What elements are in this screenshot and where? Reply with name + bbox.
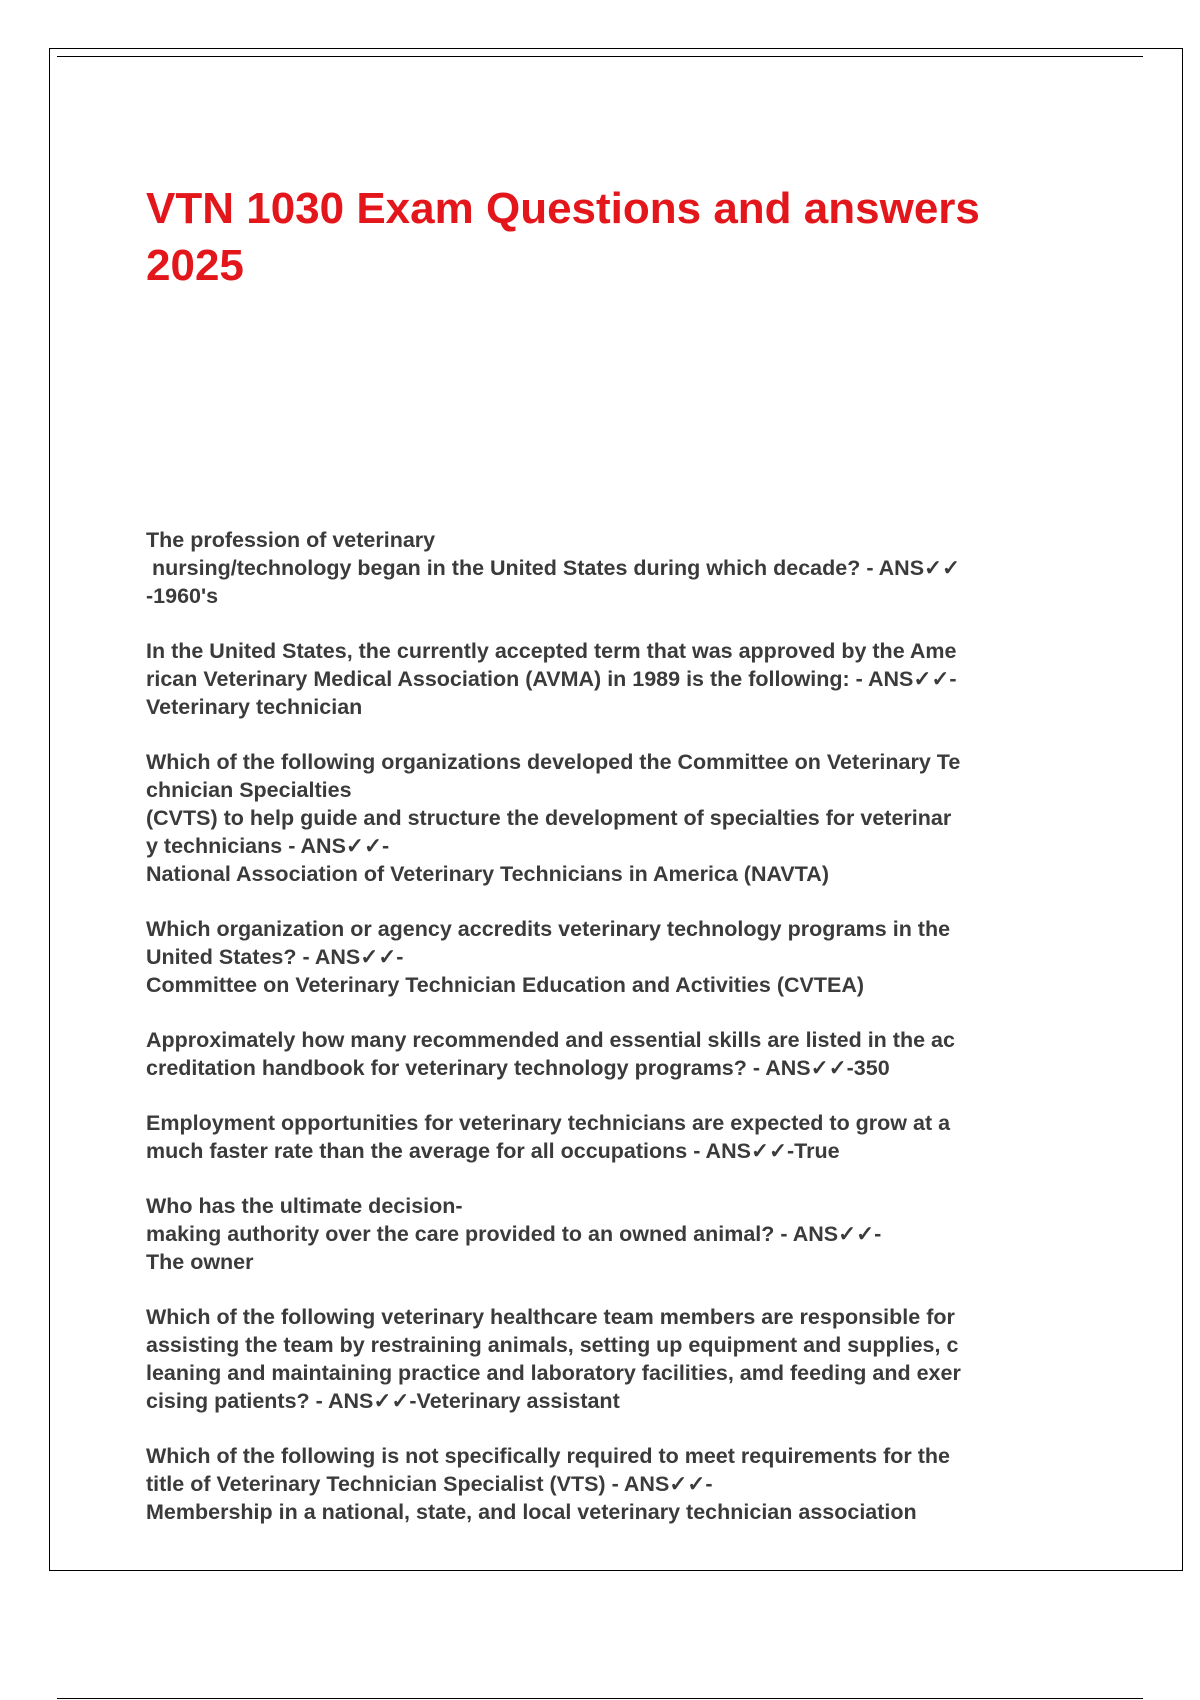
qa-line: Approximately how many recommended and essential skills are listed in the ac: [146, 1028, 955, 1052]
document-title: [146, 180, 1086, 294]
qa-item: [146, 1192, 1086, 1276]
qa-item: [146, 526, 1086, 610]
qa-line: Which of the following veterinary healthcare team members are responsible for: [146, 1305, 955, 1329]
qa-line: The profession of veterinary: [146, 528, 436, 552]
qa-line: assisting the team by restraining animals, setting up equipment and supplies, c: [146, 1333, 959, 1357]
qa-line: Veterinary technician: [146, 695, 363, 719]
qa-item: [146, 1026, 1086, 1082]
qa-line: Which of the following organizations developed the Committee on Veterinary Te: [146, 750, 961, 774]
qa-line: y technicians - ANS✓✓-: [146, 834, 390, 858]
qa-line: cising patients? - ANS✓✓-Veterinary assistant: [146, 1389, 620, 1413]
qa-line: United States? - ANS✓✓-: [146, 945, 404, 969]
qa-line: Membership in a national, state, and local veterinary technician association: [146, 1500, 917, 1524]
qa-line: Committee on Veterinary Technician Education and Activities (CVTEA): [146, 973, 865, 997]
qa-item: [146, 748, 1086, 888]
qa-line: (CVTS) to help guide and structure the development of specialties for veterinar: [146, 806, 952, 830]
qa-line: nursing/technology began in the United States during which decade? - ANS✓✓: [146, 556, 961, 580]
qa-line: Which organization or agency accredits veterinary technology programs in the: [146, 917, 951, 941]
qa-line: -1960's: [146, 584, 219, 608]
qa-item: [146, 915, 1086, 999]
title-line: VTN 1030 Exam Questions and answers: [146, 184, 980, 233]
qa-list: [146, 526, 1086, 1553]
qa-line: creditation handbook for veterinary technology programs? - ANS✓✓-350: [146, 1056, 890, 1080]
qa-line: making authority over the care provided to an owned animal? - ANS✓✓-: [146, 1222, 882, 1246]
qa-line: chnician Specialties: [146, 778, 352, 802]
qa-item: [146, 1442, 1086, 1526]
qa-line: The owner: [146, 1250, 254, 1274]
top-rule: [57, 56, 1143, 57]
qa-item: [146, 1303, 1086, 1415]
qa-line: much faster rate than the average for all occupations - ANS✓✓-True: [146, 1139, 840, 1163]
qa-item: [146, 1109, 1086, 1165]
bottom-rule: [57, 1698, 1143, 1699]
qa-line: Who has the ultimate decision-: [146, 1194, 463, 1218]
qa-line: rican Veterinary Medical Association (AVMA) in 1989 is the following: - ANS✓✓-: [146, 667, 957, 691]
qa-line: Employment opportunities for veterinary technicians are expected to grow at a: [146, 1111, 951, 1135]
qa-line: leaning and maintaining practice and laboratory facilities, amd feeding and exer: [146, 1361, 961, 1385]
qa-line: title of Veterinary Technician Specialist (VTS) - ANS✓✓-: [146, 1472, 713, 1496]
qa-line: In the United States, the currently accepted term that was approved by the Ame: [146, 639, 957, 663]
qa-line: National Association of Veterinary Technicians in America (NAVTA): [146, 862, 829, 886]
qa-line: Which of the following is not specifically required to meet requirements for the: [146, 1444, 950, 1468]
title-line: 2025: [146, 241, 244, 290]
qa-item: [146, 637, 1086, 721]
